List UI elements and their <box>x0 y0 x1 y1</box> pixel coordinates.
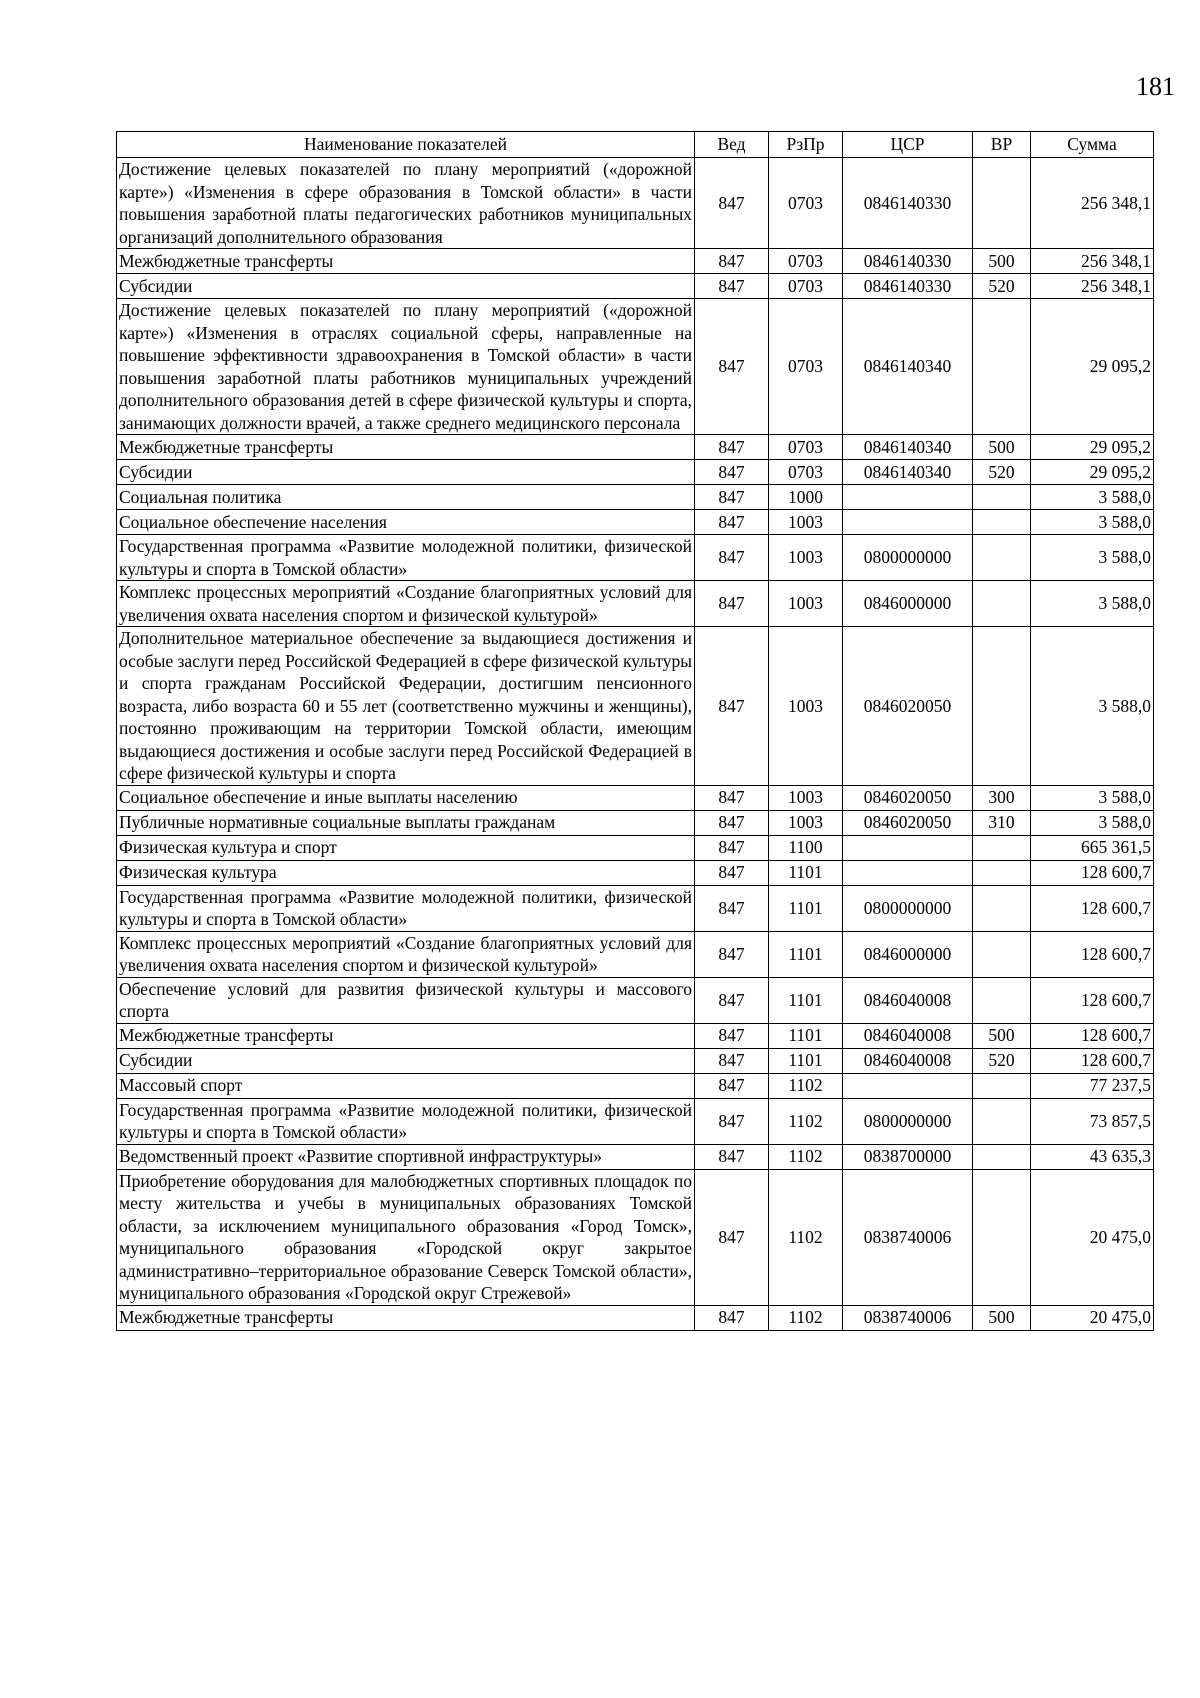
cell-name: Субсидии <box>117 274 695 299</box>
table-row <box>117 1144 1154 1169</box>
cell-vr <box>973 835 1031 860</box>
cell-vr <box>973 885 1031 931</box>
table-row <box>117 885 1154 931</box>
cell-ved: 847 <box>695 1305 769 1330</box>
cell-name: Межбюджетные трансферты <box>117 435 695 460</box>
table-row <box>117 535 1154 581</box>
cell-rzpr: 1101 <box>769 1023 843 1048</box>
cell-csr: 0838740006 <box>843 1305 973 1330</box>
table-row <box>117 485 1154 510</box>
cell-rzpr: 1003 <box>769 510 843 535</box>
cell-vr <box>973 931 1031 977</box>
cell-rzpr: 1102 <box>769 1144 843 1169</box>
cell-vr <box>973 1073 1031 1098</box>
cell-sum: 128 600,7 <box>1031 931 1154 977</box>
cell-rzpr: 1000 <box>769 485 843 510</box>
cell-name: Приобретение оборудования для малобюджетных спортивных площадок по месту жительства и учебы в муниципальных образованиях Томской области, за исключением муниципального образования «Город Томск», муниципального образования «Городской округ закрытое административно–территориальное образование Северск Томской области», муниципального образования «Городской округ Стрежевой» <box>117 1169 695 1305</box>
cell-name: Ведомственный проект «Развитие спортивной инфраструктуры» <box>117 1144 695 1169</box>
cell-csr: 0846040008 <box>843 1048 973 1073</box>
header-ved: Вед <box>695 132 769 158</box>
cell-ved: 847 <box>695 1169 769 1305</box>
cell-sum: 128 600,7 <box>1031 1048 1154 1073</box>
cell-vr <box>973 1169 1031 1305</box>
cell-rzpr: 1003 <box>769 535 843 581</box>
cell-ved: 847 <box>695 835 769 860</box>
cell-rzpr: 1003 <box>769 581 843 627</box>
cell-name: Социальное обеспечение населения <box>117 510 695 535</box>
cell-name: Межбюджетные трансферты <box>117 249 695 274</box>
table-row <box>117 1073 1154 1098</box>
cell-vr: 520 <box>973 1048 1031 1073</box>
cell-sum: 128 600,7 <box>1031 860 1154 885</box>
table-row <box>117 274 1154 299</box>
cell-ved: 847 <box>695 1023 769 1048</box>
table-row <box>117 627 1154 786</box>
cell-csr: 0846140340 <box>843 435 973 460</box>
cell-ved: 847 <box>695 1048 769 1073</box>
cell-ved: 847 <box>695 931 769 977</box>
cell-sum: 3 588,0 <box>1031 535 1154 581</box>
cell-rzpr: 0703 <box>769 249 843 274</box>
cell-csr <box>843 485 973 510</box>
cell-ved: 847 <box>695 1098 769 1144</box>
table-row <box>117 249 1154 274</box>
cell-ved: 847 <box>695 1073 769 1098</box>
cell-name: Физическая культура <box>117 860 695 885</box>
table-row <box>117 581 1154 627</box>
cell-vr: 300 <box>973 785 1031 810</box>
table-row <box>117 835 1154 860</box>
cell-name: Дополнительное материальное обеспечение за выдающиеся достижения и особые заслуги перед Российской Федерацией в сфере физической культуры и спорта гражданам Российской Федерации, достигшим пенсионного возраста, либо возраста 60 и 55 лет (соответственно мужчины и женщины), постоянно проживающим на территории Томской области, имеющим выдающиеся достижения и особые заслуги перед Российской Федерацией в сфере физической культуры и спорта <box>117 627 695 786</box>
cell-vr <box>973 581 1031 627</box>
cell-rzpr: 1101 <box>769 860 843 885</box>
cell-csr <box>843 1073 973 1098</box>
cell-csr: 0846040008 <box>843 1023 973 1048</box>
cell-csr <box>843 835 973 860</box>
cell-sum: 29 095,2 <box>1031 299 1154 435</box>
cell-rzpr: 1101 <box>769 931 843 977</box>
cell-name: Достижение целевых показателей по плану мероприятий («дорожной карте») «Изменения в сфере образования в Томской области» в части повышения заработной платы педагогических работников муниципальных организаций дополнительного образования <box>117 158 695 249</box>
cell-csr: 0846140340 <box>843 299 973 435</box>
cell-sum: 20 475,0 <box>1031 1305 1154 1330</box>
cell-name: Комплекс процессных мероприятий «Создание благоприятных условий для увеличения охвата населения спортом и физической культурой» <box>117 581 695 627</box>
cell-vr: 500 <box>973 1023 1031 1048</box>
table-row <box>117 860 1154 885</box>
cell-rzpr: 0703 <box>769 435 843 460</box>
cell-ved: 847 <box>695 785 769 810</box>
cell-ved: 847 <box>695 510 769 535</box>
cell-csr: 0846000000 <box>843 581 973 627</box>
cell-vr: 520 <box>973 460 1031 485</box>
cell-csr: 0846020050 <box>843 627 973 786</box>
table-row <box>117 435 1154 460</box>
cell-sum: 29 095,2 <box>1031 460 1154 485</box>
cell-name: Социальная политика <box>117 485 695 510</box>
cell-sum: 3 588,0 <box>1031 485 1154 510</box>
header-rzpr: РзПр <box>769 132 843 158</box>
cell-vr <box>973 860 1031 885</box>
cell-ved: 847 <box>695 460 769 485</box>
cell-rzpr: 0703 <box>769 460 843 485</box>
cell-rzpr: 0703 <box>769 299 843 435</box>
cell-csr: 0800000000 <box>843 885 973 931</box>
cell-name: Достижение целевых показателей по плану мероприятий («дорожной карте») «Изменения в отраслях социальной сферы, направленные на повышение эффективности здравоохранения в Томской области» в части повышения заработной платы работников муниципальных учреждений дополнительного образования детей в сфере физической культуры и спорта, занимающих должности врачей, а также среднего медицинского персонала <box>117 299 695 435</box>
cell-rzpr: 1102 <box>769 1169 843 1305</box>
header-csr: ЦСР <box>843 132 973 158</box>
cell-ved: 847 <box>695 860 769 885</box>
cell-sum: 29 095,2 <box>1031 435 1154 460</box>
cell-rzpr: 0703 <box>769 158 843 249</box>
cell-vr: 500 <box>973 435 1031 460</box>
table-row <box>117 810 1154 835</box>
cell-name: Государственная программа «Развитие молодежной политики, физической культуры и спорта в Томской области» <box>117 535 695 581</box>
cell-vr <box>973 1098 1031 1144</box>
cell-ved: 847 <box>695 627 769 786</box>
cell-name: Социальное обеспечение и иные выплаты населению <box>117 785 695 810</box>
cell-ved: 847 <box>695 158 769 249</box>
cell-sum: 3 588,0 <box>1031 581 1154 627</box>
cell-rzpr: 1102 <box>769 1305 843 1330</box>
header-name: Наименование показателей <box>117 132 695 158</box>
cell-csr: 0846020050 <box>843 810 973 835</box>
cell-csr: 0846020050 <box>843 785 973 810</box>
cell-csr: 0800000000 <box>843 535 973 581</box>
cell-csr: 0846140330 <box>843 249 973 274</box>
cell-ved: 847 <box>695 885 769 931</box>
cell-vr: 520 <box>973 274 1031 299</box>
cell-csr <box>843 510 973 535</box>
table-row <box>117 785 1154 810</box>
cell-name: Массовый спорт <box>117 1073 695 1098</box>
cell-vr: 500 <box>973 249 1031 274</box>
cell-ved: 847 <box>695 810 769 835</box>
cell-sum: 256 348,1 <box>1031 158 1154 249</box>
cell-csr: 0846140330 <box>843 158 973 249</box>
table-row <box>117 460 1154 485</box>
cell-sum: 3 588,0 <box>1031 810 1154 835</box>
table-row <box>117 510 1154 535</box>
cell-ved: 847 <box>695 274 769 299</box>
cell-rzpr: 1003 <box>769 627 843 786</box>
cell-csr: 0846000000 <box>843 931 973 977</box>
cell-ved: 847 <box>695 435 769 460</box>
cell-rzpr: 1102 <box>769 1073 843 1098</box>
cell-csr: 0846140330 <box>843 274 973 299</box>
table-header-row <box>117 132 1154 158</box>
cell-ved: 847 <box>695 977 769 1023</box>
cell-name: Физическая культура и спорт <box>117 835 695 860</box>
cell-ved: 847 <box>695 1144 769 1169</box>
cell-rzpr: 1101 <box>769 1048 843 1073</box>
cell-name: Государственная программа «Развитие молодежной политики, физической культуры и спорта в Томской области» <box>117 1098 695 1144</box>
cell-sum: 128 600,7 <box>1031 885 1154 931</box>
table-row <box>117 977 1154 1023</box>
cell-ved: 847 <box>695 249 769 274</box>
cell-csr: 0846040008 <box>843 977 973 1023</box>
cell-sum: 256 348,1 <box>1031 249 1154 274</box>
cell-sum: 20 475,0 <box>1031 1169 1154 1305</box>
cell-sum: 3 588,0 <box>1031 785 1154 810</box>
cell-vr <box>973 485 1031 510</box>
cell-vr <box>973 627 1031 786</box>
cell-sum: 3 588,0 <box>1031 627 1154 786</box>
cell-vr: 500 <box>973 1305 1031 1330</box>
header-sum: Сумма <box>1031 132 1154 158</box>
cell-name: Субсидии <box>117 460 695 485</box>
cell-csr: 0800000000 <box>843 1098 973 1144</box>
cell-name: Государственная программа «Развитие молодежной политики, физической культуры и спорта в Томской области» <box>117 885 695 931</box>
cell-rzpr: 1101 <box>769 885 843 931</box>
cell-csr <box>843 860 973 885</box>
cell-rzpr: 1003 <box>769 810 843 835</box>
cell-sum: 665 361,5 <box>1031 835 1154 860</box>
cell-rzpr: 1101 <box>769 977 843 1023</box>
table-row <box>117 1305 1154 1330</box>
cell-sum: 43 635,3 <box>1031 1144 1154 1169</box>
cell-rzpr: 1003 <box>769 785 843 810</box>
cell-name: Публичные нормативные социальные выплаты гражданам <box>117 810 695 835</box>
cell-sum: 128 600,7 <box>1031 1023 1154 1048</box>
cell-vr <box>973 535 1031 581</box>
cell-rzpr: 0703 <box>769 274 843 299</box>
cell-vr <box>973 299 1031 435</box>
cell-name: Межбюджетные трансферты <box>117 1305 695 1330</box>
cell-csr: 0838700000 <box>843 1144 973 1169</box>
cell-sum: 128 600,7 <box>1031 977 1154 1023</box>
header-vr: ВР <box>973 132 1031 158</box>
cell-sum: 3 588,0 <box>1031 510 1154 535</box>
cell-csr: 0838740006 <box>843 1169 973 1305</box>
table-body <box>117 158 1154 1331</box>
cell-vr <box>973 1144 1031 1169</box>
cell-csr: 0846140340 <box>843 460 973 485</box>
cell-vr: 310 <box>973 810 1031 835</box>
cell-name: Обеспечение условий для развития физической культуры и массового спорта <box>117 977 695 1023</box>
table-row <box>117 1048 1154 1073</box>
cell-sum: 73 857,5 <box>1031 1098 1154 1144</box>
cell-ved: 847 <box>695 299 769 435</box>
budget-table <box>116 131 1154 1331</box>
table-row <box>117 158 1154 249</box>
table-row <box>117 1169 1154 1305</box>
cell-rzpr: 1100 <box>769 835 843 860</box>
cell-vr <box>973 977 1031 1023</box>
cell-sum: 77 237,5 <box>1031 1073 1154 1098</box>
table-row <box>117 1023 1154 1048</box>
table-row <box>117 931 1154 977</box>
cell-sum: 256 348,1 <box>1031 274 1154 299</box>
cell-name: Межбюджетные трансферты <box>117 1023 695 1048</box>
cell-rzpr: 1102 <box>769 1098 843 1144</box>
cell-ved: 847 <box>695 581 769 627</box>
page-number: 181 <box>1136 72 1175 101</box>
cell-ved: 847 <box>695 485 769 510</box>
cell-vr <box>973 158 1031 249</box>
cell-name: Комплекс процессных мероприятий «Создание благоприятных условий для увеличения охвата населения спортом и физической культурой» <box>117 931 695 977</box>
cell-vr <box>973 510 1031 535</box>
table-row <box>117 1098 1154 1144</box>
cell-name: Субсидии <box>117 1048 695 1073</box>
table-row <box>117 299 1154 435</box>
cell-ved: 847 <box>695 535 769 581</box>
